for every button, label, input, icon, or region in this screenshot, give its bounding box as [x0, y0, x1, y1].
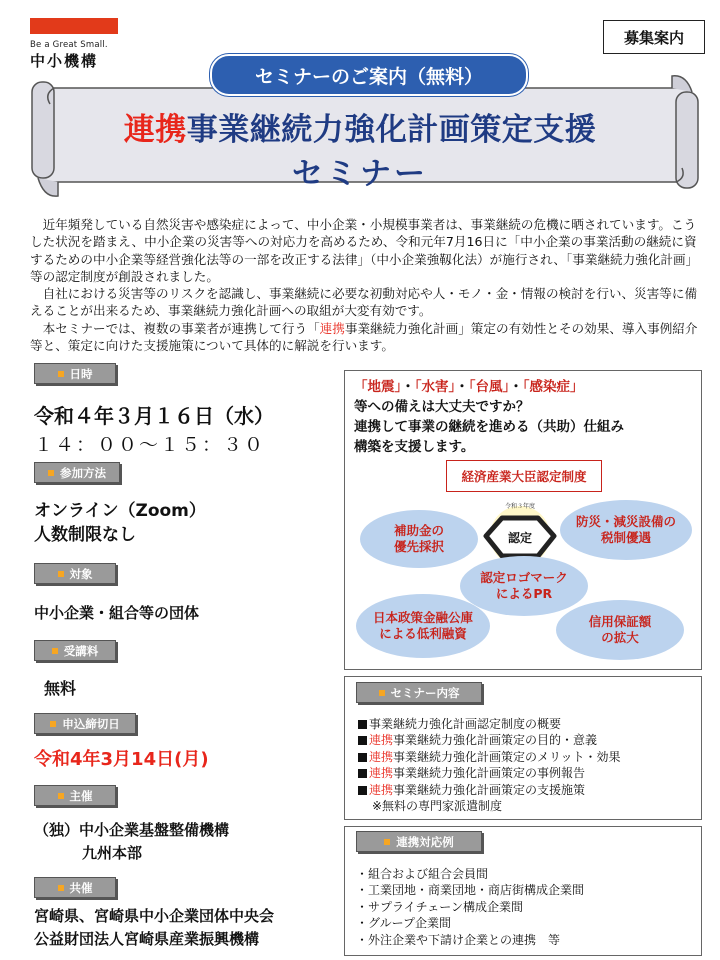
content-item: 連携事業継続力強化計画策定の事例報告 — [358, 765, 621, 781]
label-cohost: 共催 — [34, 877, 116, 898]
content-note: ※無料の専門家派遣制度 — [372, 799, 503, 814]
logo-tagline: Be a Great Small. — [30, 40, 108, 50]
label-method: 参加方法 — [34, 462, 120, 483]
example-item: ・外注企業や下請け企業との連携 等 — [356, 932, 561, 947]
intro-p2: 自社における災害等のリスクを認識し、事業継続に必要な初動対応や人・モノ・金・情報の検討を行い、災害等に備えることが出来るため、事業継続力強化計画への取組が大変有効です。 — [30, 286, 698, 319]
example-item: ・サプライチェーン構成企業間 — [356, 899, 524, 914]
svg-text:認定: 認定 — [507, 531, 533, 545]
highlight-line3: 連携して事業の継続を進める（共助）仕組み — [354, 419, 624, 435]
title-line1: 連携事業継続力強化計画策定支援 — [123, 112, 597, 148]
content-item: 連携事業継続力強化計画策定の支援施策 — [358, 782, 621, 798]
svg-text:令和３年度: 令和３年度 — [504, 503, 536, 510]
examples-list — [356, 866, 584, 948]
hazards-line: 「地震」・「水害」・「台風」・「感染症」 — [354, 379, 584, 395]
intro-p1: 近年頻発している自然災害や感染症によって、中小企業・小規模事業者は、事業継続の危機に晒されています。こうした状況を踏まえ、中小企業の災害等への対応力を高めるため、令和元年7月16日に「中小企業の事業活動の継続に資するための中小企業等経営強化法等の一部を改正する法律」（中小企業強靱化法）が施行され、「事業継続力強化計画」等の認定制度が創設されました。 — [30, 217, 699, 284]
label-fee: 受講料 — [34, 640, 116, 661]
benefit-subsidy: 補助金の 優先採択 — [360, 510, 478, 568]
logo-bar — [30, 18, 118, 34]
label-target: 対象 — [34, 563, 116, 584]
label-date: 日時 — [34, 363, 116, 384]
host-value1: （独）中小企業基盤整備機構 — [34, 821, 230, 839]
method-limit: 人数制限なし — [34, 525, 136, 545]
example-item: ・グループ企業間 — [356, 916, 452, 931]
target-value: 中小企業・組合等の団体 — [34, 604, 200, 622]
label-host: 主催 — [34, 785, 116, 806]
example-item: ・工業団地・商業団地・商店街構成企業間 — [356, 883, 585, 898]
content-item: 連携事業継続力強化計画策定の目的・意義 — [358, 732, 621, 748]
benefit-guarantee: 信用保証額 の拡大 — [556, 600, 684, 660]
host-value2: 九州本部 — [82, 844, 143, 862]
intro-p3: 本セミナーでは、複数の事業者が連携して行う「連携事業継続力強化計画」策定の有効性とその効果、導入事例紹介等と、策定に向けた支援施策について具体的に解説を行います。 — [30, 320, 698, 354]
benefit-loan: 日本政策金融公庫 による低利融資 — [356, 594, 490, 658]
highlight-line4: 構築を支援します。 — [354, 439, 475, 455]
content-item: 連携事業継続力強化計画策定のメリット・効果 — [358, 749, 621, 765]
time-value: １４：００～１５：３０ — [34, 434, 266, 456]
label-deadline: 申込締切日 — [34, 713, 136, 734]
logo-name: 中小機構 — [30, 52, 99, 70]
cohost-value2: 公益財団法人宮崎県産業振興機構 — [34, 930, 260, 948]
highlight-line2: 等への備えは大丈夫ですか？ — [354, 399, 530, 415]
cert-box: 経済産業大臣認定制度 — [446, 460, 602, 492]
example-item: ・組合および組合会員間 — [356, 867, 489, 881]
benefit-tax: 防災・減災設備の 税制優遇 — [560, 500, 692, 560]
title-line2: セミナー — [292, 156, 428, 192]
content-item: 事業継続力強化計画認定制度の概要 — [358, 716, 621, 732]
intro-text — [30, 216, 704, 354]
content-list — [358, 716, 621, 814]
recruitment-badge: 募集案内 — [603, 20, 705, 54]
date-value: 令和４年３月１６日（水） — [34, 404, 274, 428]
seminar-pill: セミナーのご案内（無料） — [210, 54, 528, 96]
label-examples: 連携対応例 — [356, 831, 482, 852]
cohost-value1: 宮崎県、宮崎県中小企業団体中央会 — [34, 907, 275, 925]
fee-value: 無料 — [44, 679, 77, 698]
method-online: オンライン（Zoom） — [34, 501, 206, 521]
benefit-logo-pr: 認定ロゴマーク によるPR — [460, 556, 588, 616]
deadline-value: 令和4年3月14日(月) — [34, 749, 209, 770]
label-content: セミナー内容 — [356, 682, 482, 703]
